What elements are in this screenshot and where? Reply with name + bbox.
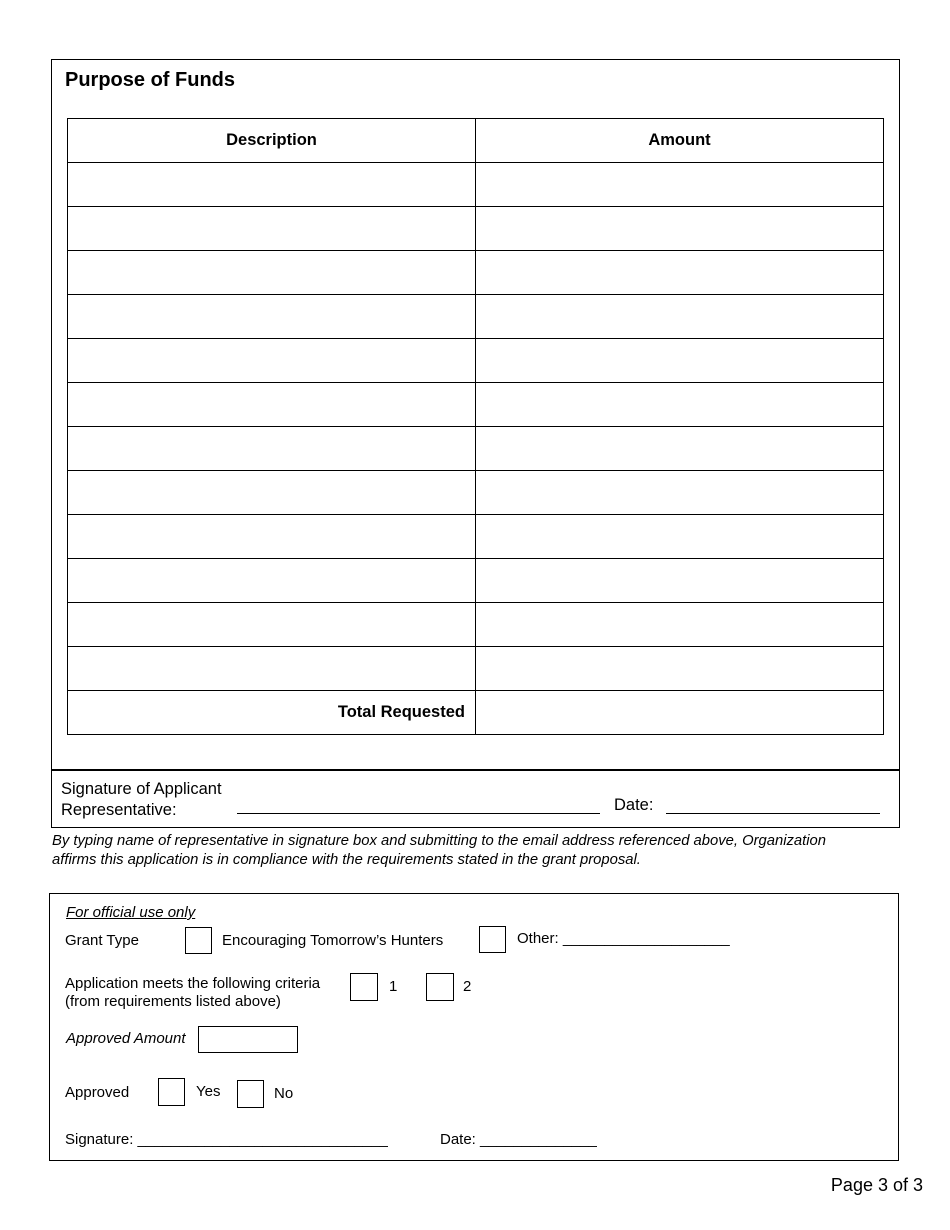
page-number: Page 3 of 3 xyxy=(830,1175,923,1195)
encouraging-hunters-label: Encouraging Tomorrow’s Hunters xyxy=(222,932,444,949)
approved-no-label: No xyxy=(274,1085,294,1102)
amount-cell[interactable] xyxy=(476,647,884,691)
table-row xyxy=(68,647,884,691)
table-row xyxy=(68,559,884,603)
disclaimer-line1: By typing name of representative in signature box and submitting to the email address referenced above, Organization xyxy=(52,833,826,849)
amount-cell[interactable] xyxy=(476,427,884,471)
description-cell[interactable] xyxy=(68,427,476,471)
description-cell[interactable] xyxy=(68,515,476,559)
official-date-line[interactable]: Date: ______________ xyxy=(440,1131,597,1148)
signature-date-input-line[interactable] xyxy=(666,813,880,814)
approved-label: Approved xyxy=(65,1084,130,1101)
description-cell[interactable] xyxy=(68,251,476,295)
description-cell[interactable] xyxy=(68,339,476,383)
amount-cell[interactable] xyxy=(476,251,884,295)
amount-cell[interactable] xyxy=(476,163,884,207)
description-cell[interactable] xyxy=(68,559,476,603)
encouraging-hunters-checkbox[interactable] xyxy=(185,927,212,954)
table-row xyxy=(68,471,884,515)
table-row xyxy=(68,251,884,295)
criteria-label-line2: (from requirements listed above) xyxy=(65,993,281,1010)
description-cell[interactable] xyxy=(68,603,476,647)
approved-yes-checkbox[interactable] xyxy=(158,1078,185,1106)
table-row xyxy=(68,295,884,339)
applicant-signature-section xyxy=(51,770,900,828)
amount-cell[interactable] xyxy=(476,471,884,515)
amount-cell[interactable] xyxy=(476,207,884,251)
total-row xyxy=(68,691,884,735)
column-header-description: Description xyxy=(68,119,476,163)
signature-date-label: Date: xyxy=(614,796,654,814)
funds-table xyxy=(67,118,884,735)
table-row xyxy=(68,383,884,427)
disclaimer-text xyxy=(52,832,922,870)
other-grant-type-label: Other: ____________________ xyxy=(517,930,730,947)
amount-cell[interactable] xyxy=(476,383,884,427)
official-use-header: For official use only xyxy=(66,904,196,921)
description-cell[interactable] xyxy=(68,207,476,251)
description-cell[interactable] xyxy=(68,383,476,427)
signature-label-line2: Representative: xyxy=(61,801,177,819)
table-row xyxy=(68,515,884,559)
approved-no-checkbox[interactable] xyxy=(237,1080,264,1108)
amount-cell[interactable] xyxy=(476,339,884,383)
criteria-1-label: 1 xyxy=(389,978,398,995)
signature-input-line[interactable] xyxy=(237,813,600,814)
criteria-1-checkbox[interactable] xyxy=(350,973,378,1001)
description-cell[interactable] xyxy=(68,647,476,691)
table-row xyxy=(68,207,884,251)
section-title: Purpose of Funds xyxy=(65,69,235,91)
criteria-2-checkbox[interactable] xyxy=(426,973,454,1001)
table-row xyxy=(68,427,884,471)
amount-cell[interactable] xyxy=(476,559,884,603)
total-requested-label: Total Requested xyxy=(68,691,476,735)
description-cell[interactable] xyxy=(68,295,476,339)
approved-amount-field[interactable] xyxy=(198,1026,298,1053)
table-row xyxy=(68,163,884,207)
criteria-label-line1: Application meets the following criteria xyxy=(65,975,321,992)
amount-cell[interactable] xyxy=(476,515,884,559)
official-signature-line[interactable]: Signature: ______________________________ xyxy=(65,1131,388,1148)
amount-cell[interactable] xyxy=(476,295,884,339)
signature-label-line1: Signature of Applicant xyxy=(61,780,222,798)
amount-cell[interactable] xyxy=(476,603,884,647)
approved-yes-label: Yes xyxy=(196,1083,221,1100)
column-header-amount: Amount xyxy=(476,119,884,163)
description-cell[interactable] xyxy=(68,163,476,207)
official-use-section xyxy=(49,893,899,1161)
total-requested-cell[interactable] xyxy=(476,691,884,735)
table-row xyxy=(68,603,884,647)
grant-type-label: Grant Type xyxy=(65,932,139,949)
table-header-row xyxy=(68,119,884,163)
criteria-2-label: 2 xyxy=(463,978,472,995)
other-grant-type-checkbox[interactable] xyxy=(479,926,506,953)
approved-amount-label: Approved Amount xyxy=(66,1030,186,1047)
description-cell[interactable] xyxy=(68,471,476,515)
disclaimer-line2: affirms this application is in compliance with the requirements stated in the grant proposal. xyxy=(52,852,641,868)
table-row xyxy=(68,339,884,383)
